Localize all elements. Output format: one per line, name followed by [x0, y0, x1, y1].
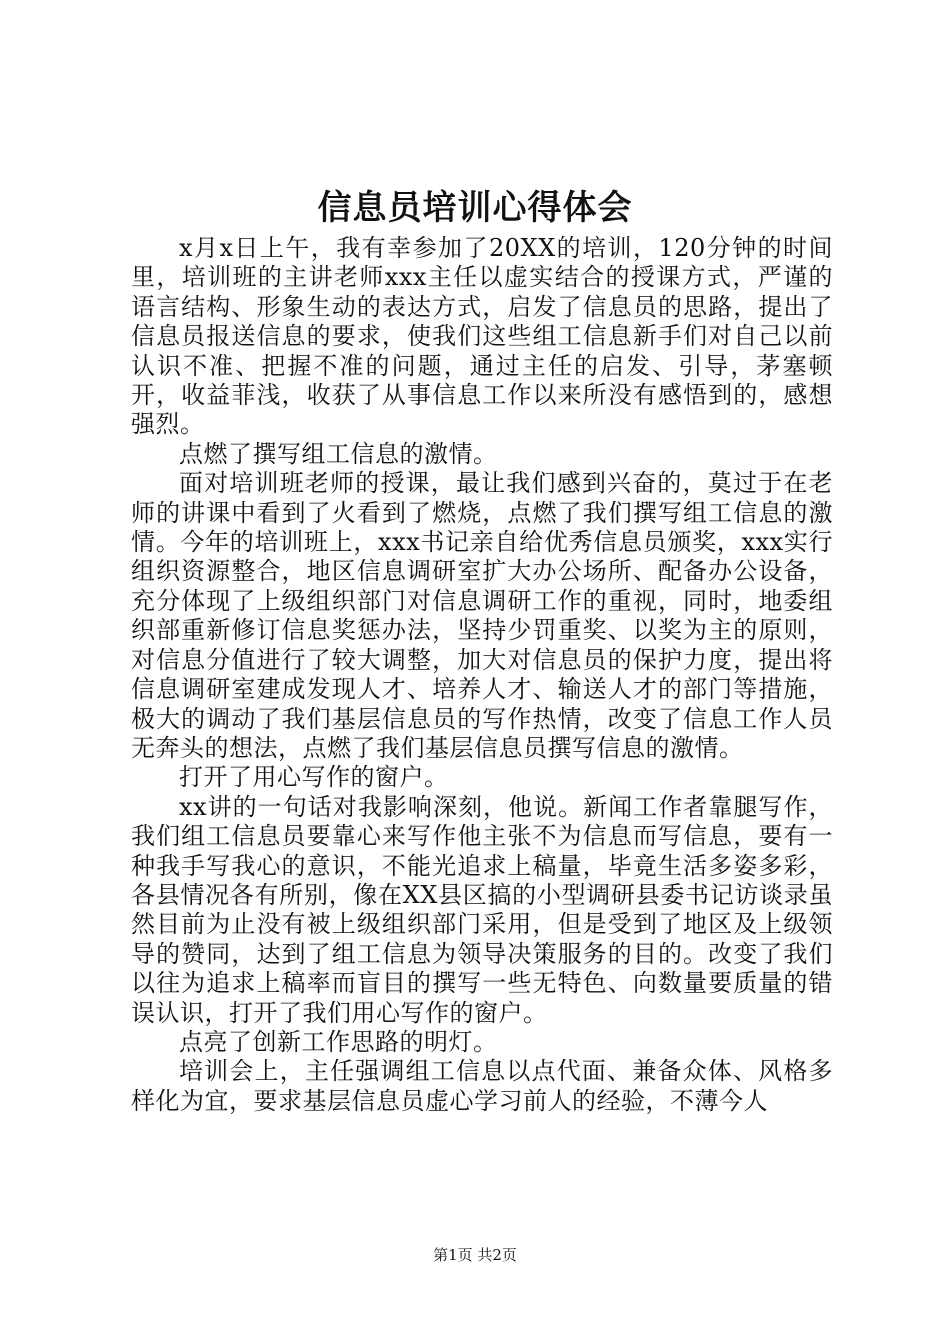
- document-body: [131, 234, 833, 1116]
- paragraph-1: x月x日上午，我有幸参加了20XX的培训，120分钟的时间里，培训班的主讲老师xxx主任以虚实结合的授课方式，严谨的语言结构、形象生动的表达方式，启发了信息员的思路，提出了信息员报送信息的要求，使我们这些组工信息新手们对自己以前认识不准、把握不准的问题，通过主任的启发、引导，茅塞顿开，收益菲浅，收获了从事信息工作以来所没有感悟到的，感想强烈。: [131, 234, 833, 439]
- page-footer: 第1页 共2页: [433, 1246, 517, 1264]
- paragraph-2: 点燃了撰写组工信息的激情。: [179, 439, 498, 468]
- paragraph-4: 打开了用心写作的窗户。: [179, 763, 449, 792]
- document-title: 信息员培训心得体会: [317, 188, 633, 228]
- paragraph-6: 点亮了创新工作思路的明灯。: [179, 1027, 498, 1056]
- paragraph-3: 面对培训班老师的授课，最让我们感到兴奋的，莫过于在老师的讲课中看到了火看到了燃烧，点燃了我们撰写组工信息的激情。今年的培训班上，xxx书记亲自给优秀信息员颁奖，xxx实行组织资源整合，地区信息调研室扩大办公场所、配备办公设备，充分体现了上级组织部门对信息调研工作的重视，同时，地委组织部重新修订信息奖惩办法，坚持少罚重奖、以奖为主的原则，对信息分值进行了较大调整，加大对信息员的保护力度，提出将信息调研室建成发现人才、培养人才、输送人才的部门等措施，极大的调动了我们基层信息员的写作热情，改变了信息工作人员无奔头的想法，点燃了我们基层信息员撰写信息的激情。: [131, 469, 833, 762]
- paragraph-7: 培训会上，主任强调组工信息以点代面、兼备众体、风格多样化为宜，要求基层信息员虚心学习前人的经验，不薄今人: [131, 1057, 833, 1115]
- paragraph-5: xx讲的一句话对我影响深刻，他说。新闻工作者靠腿写作，我们组工信息员要靠心来写作他主张不为信息而写信息，要有一种我手写我心的意识，不能光追求上稿量，毕竟生活多姿多彩，各县情况各有所别，像在XX县区搞的小型调研县委书记访谈录虽然目前为止没有被上级组织部门采用，但是受到了地区及上级领导的赞同，达到了组工信息为领导决策服务的目的。改变了我们以往为追求上稿率而盲目的撰写一些无特色、向数量要质量的错误认识，打开了我们用心写作的窗户。: [131, 792, 833, 1027]
